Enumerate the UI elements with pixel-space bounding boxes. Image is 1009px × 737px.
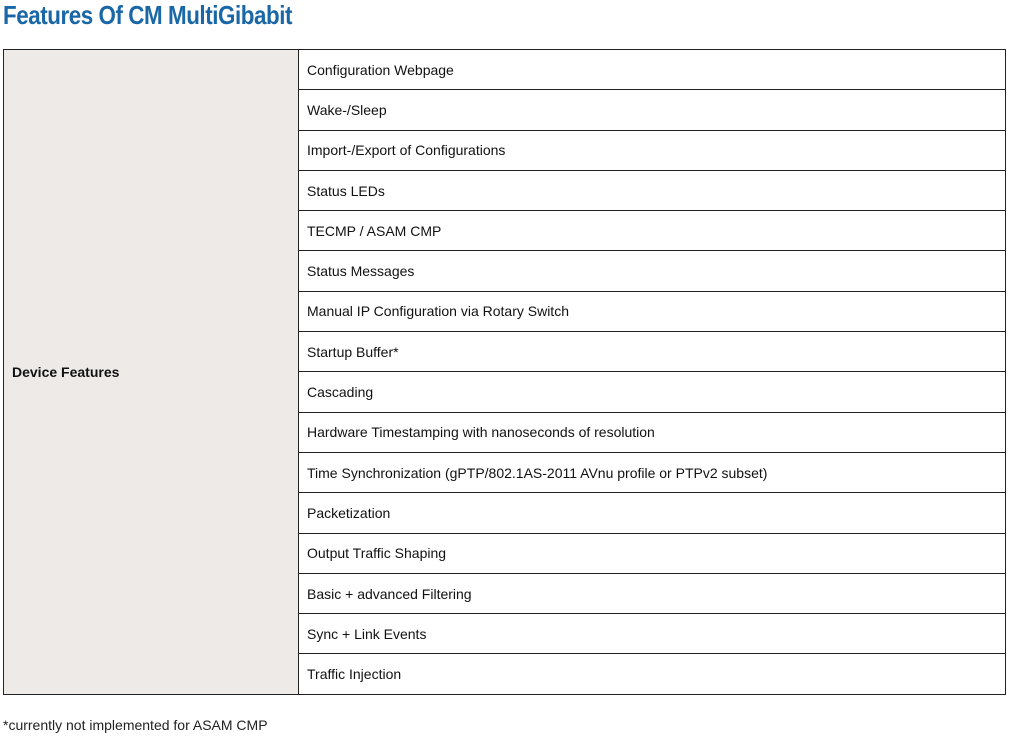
features-table-body	[4, 50, 1006, 695]
feature-cell: Basic + advanced Filtering	[299, 573, 1006, 613]
feature-cell: Output Traffic Shaping	[299, 533, 1006, 573]
feature-cell: Status LEDs	[299, 170, 1006, 210]
feature-cell: Time Synchronization (gPTP/802.1AS-2011 AVnu profile or PTPv2 subset)	[299, 452, 1006, 492]
feature-cell: Status Messages	[299, 251, 1006, 291]
feature-cell: Manual IP Configuration via Rotary Switch	[299, 291, 1006, 331]
feature-cell: Import-/Export of Configurations	[299, 130, 1006, 170]
category-cell: Device Features	[4, 50, 299, 695]
feature-cell: Hardware Timestamping with nanoseconds of resolution	[299, 412, 1006, 452]
features-table	[3, 49, 1006, 695]
feature-cell: Startup Buffer*	[299, 332, 1006, 372]
feature-cell: Configuration Webpage	[299, 50, 1006, 90]
feature-cell: TECMP / ASAM CMP	[299, 211, 1006, 251]
page-title: Features Of CM MultiGibabit	[3, 0, 293, 30]
feature-cell: Packetization	[299, 493, 1006, 533]
feature-cell: Traffic Injection	[299, 654, 1006, 694]
footnote: *currently not implemented for ASAM CMP	[3, 717, 268, 733]
feature-cell: Cascading	[299, 372, 1006, 412]
feature-cell: Sync + Link Events	[299, 614, 1006, 654]
feature-cell: Wake-/Sleep	[299, 90, 1006, 130]
table-row	[4, 50, 1006, 90]
